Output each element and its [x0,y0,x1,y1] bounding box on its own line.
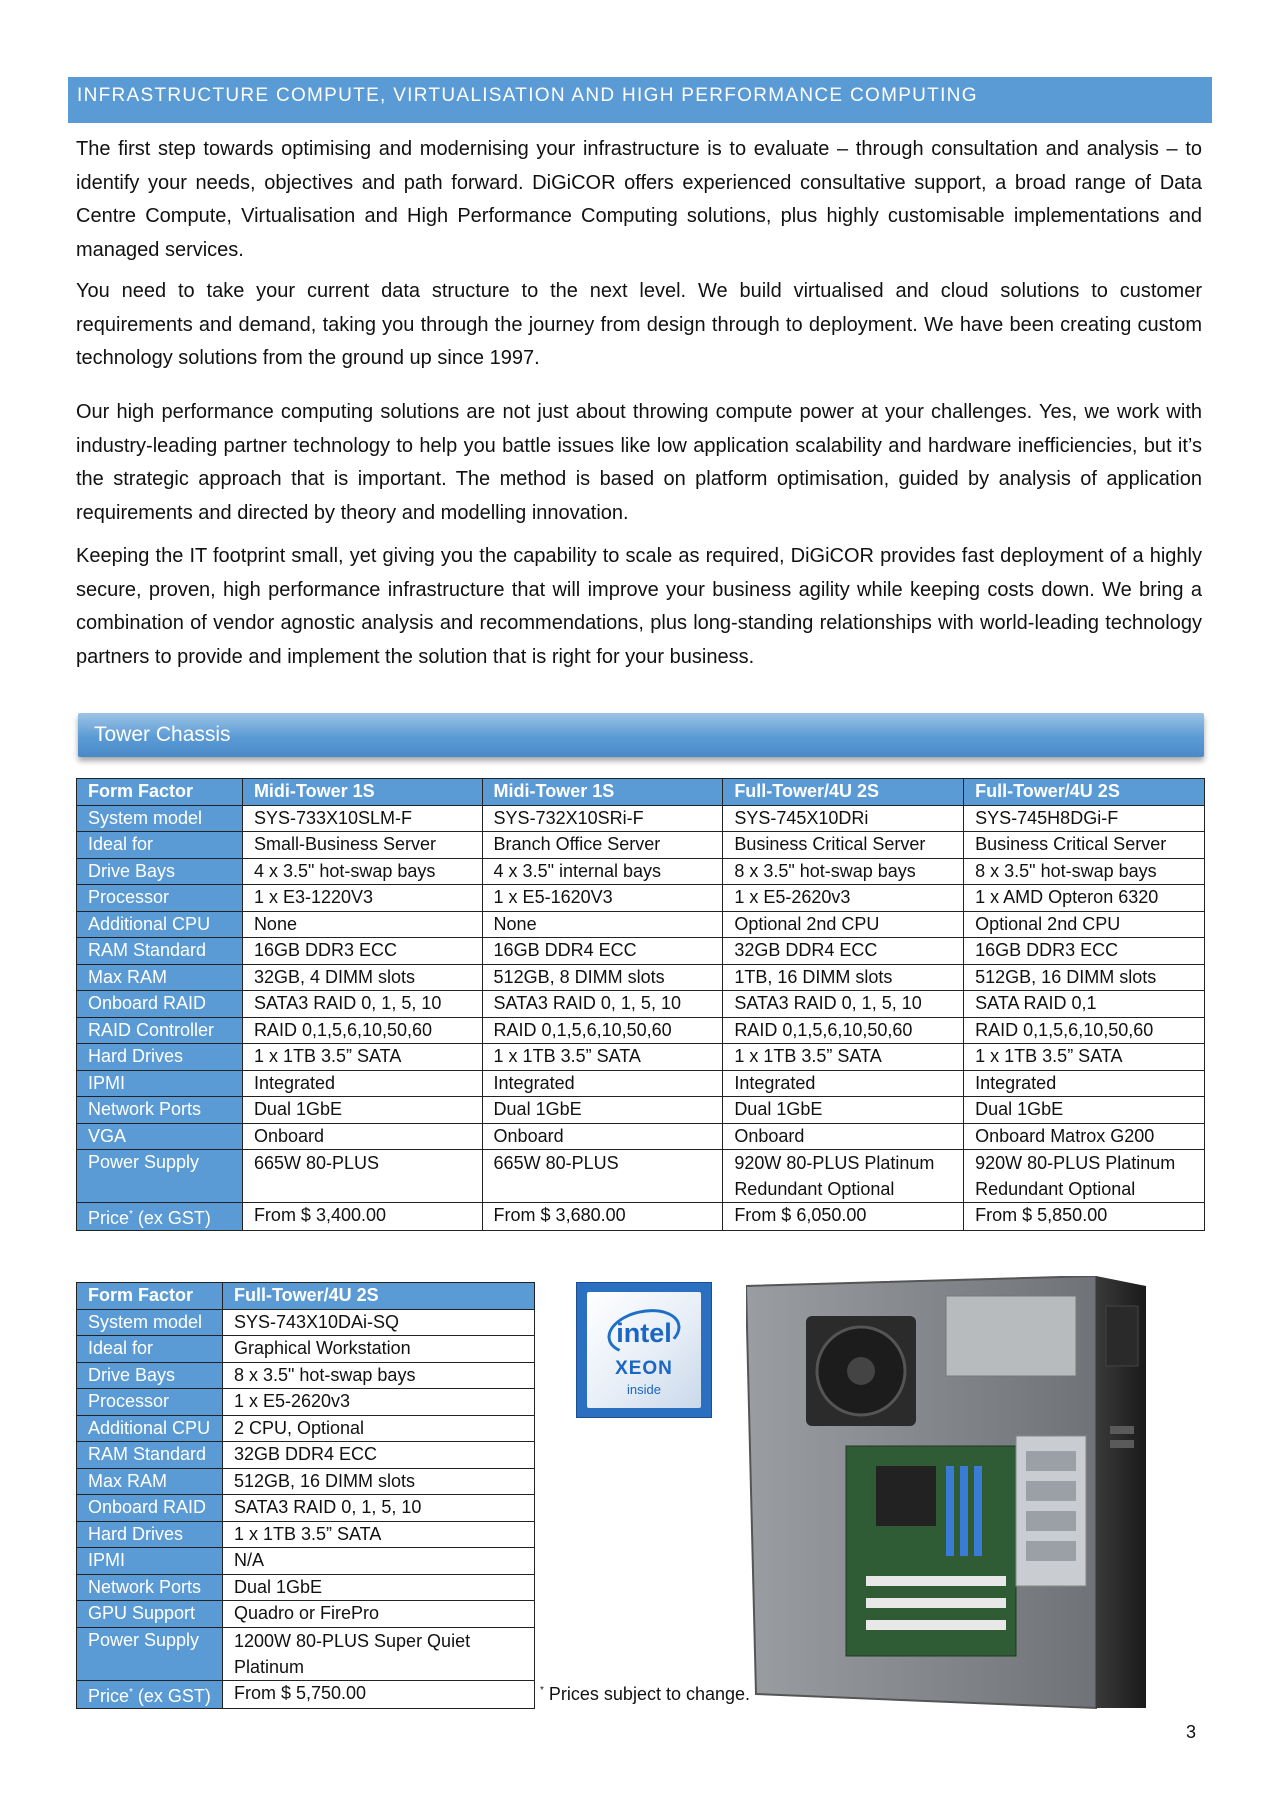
row-label-text: Price [88,1208,130,1228]
spec-cell: From $ 5,750.00 [222,1680,534,1708]
row-label [77,938,243,965]
fan-hub [847,1357,875,1385]
row-label-text: Additional CPU [88,1417,211,1438]
table-row [77,1203,1205,1231]
row-label-text: GPU Support [88,1603,196,1623]
spec-cell: 16GB DDR4 ECC [482,938,723,965]
row-label-text: System model [88,1311,203,1332]
spec-cell: 1 x E5-1620V3 [482,885,723,912]
row-label [77,1070,243,1097]
spec-cell: Optional 2nd CPU [723,911,964,938]
spec-cell: SATA3 RAID 0, 1, 5, 10 [242,991,482,1018]
intro-paragraph-2: You need to take your current data structure to the next level. We build virtualised and cloud solutions to customer requirements and demand, taking you through the journey from design through to deployment. We have been creating custom technology solutions from the ground up since 1997. [76,280,1202,369]
spec-cell: 4 x 3.5" hot-swap bays [242,858,482,885]
drive-bay-1 [1026,1451,1076,1471]
row-label [77,885,243,912]
row-label [77,1627,223,1680]
row-label [77,1548,223,1575]
row-label-text: IPMI [88,1550,126,1570]
footnote-asterisk: * [540,1685,544,1696]
row-label [77,1680,223,1708]
row-label [77,1442,223,1469]
row-label [77,779,243,806]
spec-cell: Onboard [482,1123,723,1150]
spec-cell: SYS-733X10SLM-F [242,805,482,832]
table-row [77,1548,535,1575]
page-number: 3 [1186,1722,1197,1742]
row-label [77,1044,243,1071]
drive-bay-4 [1026,1541,1076,1561]
spec-cell: SATA3 RAID 0, 1, 5, 10 [723,991,964,1018]
table-row [77,1283,535,1310]
spec-cell: 32GB, 4 DIMM slots [242,964,482,991]
spec-cell: Midi-Tower 1S [482,779,723,806]
table-row [77,1680,535,1708]
spec-cell: 32GB DDR4 ECC [723,938,964,965]
spec-cell: Business Critical Server [964,832,1205,859]
table-row [77,1415,535,1442]
spec-cell: Dual 1GbE [964,1097,1205,1124]
tower-chassis-banner: Tower Chassis [78,713,1204,757]
spec-cell: 920W 80-PLUS Platinum Redundant Optional [964,1150,1205,1203]
row-label [77,1362,223,1389]
spec-cell: 16GB DDR3 ECC [242,938,482,965]
row-label-text: VGA [88,1125,127,1146]
spec-cell: N/A [222,1548,534,1575]
usb-port-2 [1110,1440,1134,1448]
row-label-text: Ideal for [88,1338,154,1358]
row-label [77,1097,243,1124]
row-label-text: Ideal for [88,834,154,854]
row-label-text: Additional CPU [88,913,211,934]
row-label-text: Processor [88,1391,170,1411]
spec-cell: 1 x E5-2620v3 [723,885,964,912]
table-row [77,1389,535,1416]
table-row [77,1044,1205,1071]
table-row [77,858,1205,885]
row-label [77,805,243,832]
spec-cell: Quadro or FirePro [222,1601,534,1628]
spec-cell: 1 x E3-1220V3 [242,885,482,912]
spec-cell: 1TB, 16 DIMM slots [723,964,964,991]
spec-cell: RAID 0,1,5,6,10,50,60 [964,1017,1205,1044]
table-row [77,779,1205,806]
spec-cell: Dual 1GbE [222,1574,534,1601]
spec-cell: 8 x 3.5" hot-swap bays [222,1362,534,1389]
front-bezel-top [1106,1306,1138,1366]
row-label-text: Onboard RAID [88,1497,207,1517]
row-label-text: Processor [88,887,170,907]
row-label-text: Power Supply [88,1629,200,1650]
table-row [77,1601,535,1628]
xeon-text: XEON [615,1358,673,1379]
spec-cell: 8 x 3.5" hot-swap bays [964,858,1205,885]
pcie-slot-1 [866,1576,1006,1586]
row-label [77,1283,223,1310]
row-label-text: Form Factor [88,781,194,801]
drive-bay-2 [1026,1481,1076,1501]
table-row [77,938,1205,965]
spec-cell: 1 x 1TB 3.5” SATA [964,1044,1205,1071]
spec-cell: From $ 3,400.00 [242,1203,482,1231]
spec-cell: 512GB, 16 DIMM slots [222,1468,534,1495]
inside-text: inside [627,1382,661,1397]
table-row [77,1150,1205,1203]
price-label-suffix: (ex GST) [132,1208,211,1228]
table-row [77,1070,1205,1097]
spec-cell: SYS-745H8DGi-F [964,805,1205,832]
spec-cell: SATA3 RAID 0, 1, 5, 10 [222,1495,534,1522]
pcie-slot-2 [866,1598,1006,1608]
row-label [77,964,243,991]
spec-cell: RAID 0,1,5,6,10,50,60 [723,1017,964,1044]
tower-chassis-spec-table [76,778,1205,1231]
table-row [77,805,1205,832]
spec-cell: Dual 1GbE [723,1097,964,1124]
table-row [77,1468,535,1495]
row-label [77,911,243,938]
tower-server-image [746,1276,1212,1716]
row-label [77,991,243,1018]
spec-cell: 1 x 1TB 3.5” SATA [482,1044,723,1071]
table-row [77,1362,535,1389]
row-label-text: System model [88,807,203,828]
row-label [77,832,243,859]
spec-cell: SATA RAID 0,1 [964,991,1205,1018]
row-label [77,858,243,885]
table-row [77,885,1205,912]
spec-cell: Branch Office Server [482,832,723,859]
row-label-text: Price [88,1685,130,1706]
usb-port-1 [1110,1426,1134,1434]
intro-paragraph-4: Keeping the IT footprint small, yet giving you the capability to scale as required, DiGiCOR provides fast deployment of a highly secure, proven, high performance infrastructure that will improve your business agility while keeping costs down. We bring a combination of vendor agnostic analysis and recommendations, plus long-standing relationships with world-leading technology partners to provide and implement the solution that is right for your business. [76,545,1202,668]
spec-cell: 512GB, 16 DIMM slots [964,964,1205,991]
spec-cell: 512GB, 8 DIMM slots [482,964,723,991]
spec-cell: Business Critical Server [723,832,964,859]
row-label [77,1203,243,1231]
row-label-text: Hard Drives [88,1046,184,1066]
section-heading: INFRASTRUCTURE COMPUTE, VIRTUALISATION AND HIGH PERFORMANCE COMPUTING [68,77,1212,123]
footnote-text: Prices subject to change. [543,1684,751,1704]
row-label [77,1150,243,1203]
row-label-text: Max RAM [88,966,168,987]
row-label [77,1123,243,1150]
intro-paragraph-1: The first step towards optimising and modernising your infrastructure is to evaluate – through consultation and analysis – to identify your needs, objectives and path forward. DiGiCOR offers experienced consultative support, a broad range of Data Centre Compute, Virtualisation and High Performance Computing solutions, plus highly customisable implementations and managed services. [76,138,1202,261]
row-label [77,1574,223,1601]
intel-brand-text: intel [616,1318,672,1348]
row-label-text: Hard Drives [88,1523,184,1544]
spec-cell: From $ 3,680.00 [482,1203,723,1231]
row-label-text: RAM Standard [88,1444,207,1464]
workstation-table-body [77,1283,535,1709]
row-label-text: Max RAM [88,1470,168,1491]
row-label [77,1495,223,1522]
spec-cell: Integrated [482,1070,723,1097]
spec-cell: Dual 1GbE [242,1097,482,1124]
price-asterisk: * [129,1686,133,1698]
row-label [77,1309,223,1336]
table-row [77,1495,535,1522]
power-supply-unit [946,1296,1076,1376]
spec-cell: None [482,911,723,938]
workstation-spec-table [76,1282,535,1709]
spec-cell: Onboard [242,1123,482,1150]
table-row [77,991,1205,1018]
row-label [77,1336,223,1363]
spec-cell: Graphical Workstation [222,1336,534,1363]
spec-cell: Integrated [964,1070,1205,1097]
table-row [77,1627,535,1680]
spec-cell: SYS-743X10DAi-SQ [222,1309,534,1336]
spec-cell: 1 x 1TB 3.5” SATA [242,1044,482,1071]
table-row [77,964,1205,991]
spec-cell: None [242,911,482,938]
row-label-text: RAM Standard [88,940,207,960]
row-label [77,1601,223,1628]
spec-cell: 920W 80-PLUS Platinum Redundant Optional [723,1150,964,1203]
row-label [77,1389,223,1416]
price-label-suffix: (ex GST) [132,1685,211,1706]
row-label-text: Drive Bays [88,1364,176,1385]
spec-cell: Optional 2nd CPU [964,911,1205,938]
spec-cell: Onboard [723,1123,964,1150]
cpu-cooler [876,1466,936,1526]
spec-cell: 4 x 3.5" internal bays [482,858,723,885]
table-row [77,1309,535,1336]
spec-cell: Dual 1GbE [482,1097,723,1124]
spec-cell: Integrated [723,1070,964,1097]
dimm-slot-2 [960,1466,968,1556]
table-row [77,1442,535,1469]
spec-cell: 665W 80-PLUS [242,1150,482,1203]
spec-cell: 1200W 80-PLUS Super Quiet Platinum [222,1627,534,1680]
price-footnote [540,1684,750,1705]
row-label [77,1415,223,1442]
dimm-slot-1 [946,1466,954,1556]
row-label-text: Network Ports [88,1099,202,1119]
spec-cell: From $ 5,850.00 [964,1203,1205,1231]
spec-cell: Midi-Tower 1S [242,779,482,806]
spec-cell: 16GB DDR3 ECC [964,938,1205,965]
spec-cell: From $ 6,050.00 [723,1203,964,1231]
row-label-text: Form Factor [88,1285,194,1305]
intro-paragraph-3: Our high performance computing solutions are not just about throwing compute power at your challenges. Yes, we work with industry-leading partner technology to help you battle issues like low application scalability and hardware inefficiencies, but it’s the strategic approach that is important. The method is based on platform optimisation, guided by analysis of application requirements and directed by theory and modelling innovation. [76,401,1202,524]
spec-cell: 1 x 1TB 3.5” SATA [723,1044,964,1071]
spec-table-body [77,779,1205,1231]
spec-cell: SYS-732X10SRi-F [482,805,723,832]
spec-cell: Integrated [242,1070,482,1097]
table-row [77,1017,1205,1044]
row-label-text: Onboard RAID [88,993,207,1013]
spec-cell: 665W 80-PLUS [482,1150,723,1203]
row-label-text: Network Ports [88,1576,202,1597]
intel-badge-panel [587,1292,701,1408]
table-row [77,1521,535,1548]
intel-xeon-logo [576,1282,712,1418]
table-row [77,832,1205,859]
spec-cell: 1 x AMD Opteron 6320 [964,885,1205,912]
table-row [77,1097,1205,1124]
spec-cell: 1 x 1TB 3.5” SATA [222,1521,534,1548]
row-label [77,1468,223,1495]
spec-cell: SATA3 RAID 0, 1, 5, 10 [482,991,723,1018]
row-label-text: Power Supply [88,1152,200,1172]
table-row [77,1123,1205,1150]
spec-cell: Full-Tower/4U 2S [964,779,1205,806]
price-asterisk: * [129,1209,133,1220]
pcie-slot-3 [866,1620,1006,1630]
row-label-text: Drive Bays [88,860,176,881]
spec-cell: Onboard Matrox G200 [964,1123,1205,1150]
spec-cell: 8 x 3.5" hot-swap bays [723,858,964,885]
spec-cell: SYS-745X10DRi [723,805,964,832]
dimm-slot-3 [974,1466,982,1556]
spec-cell: 1 x E5-2620v3 [222,1389,534,1416]
row-label-text: IPMI [88,1072,126,1093]
spec-cell: 2 CPU, Optional [222,1415,534,1442]
row-label-text: RAID Controller [88,1019,215,1040]
spec-cell: 32GB DDR4 ECC [222,1442,534,1469]
spec-cell: Full-Tower/4U 2S [222,1283,534,1310]
table-row [77,911,1205,938]
spec-cell: RAID 0,1,5,6,10,50,60 [482,1017,723,1044]
spec-cell: Small-Business Server [242,832,482,859]
drive-bay-3 [1026,1511,1076,1531]
spec-cell: RAID 0,1,5,6,10,50,60 [242,1017,482,1044]
table-row [77,1336,535,1363]
spec-cell: Full-Tower/4U 2S [723,779,964,806]
row-label [77,1017,243,1044]
table-row [77,1574,535,1601]
row-label [77,1521,223,1548]
